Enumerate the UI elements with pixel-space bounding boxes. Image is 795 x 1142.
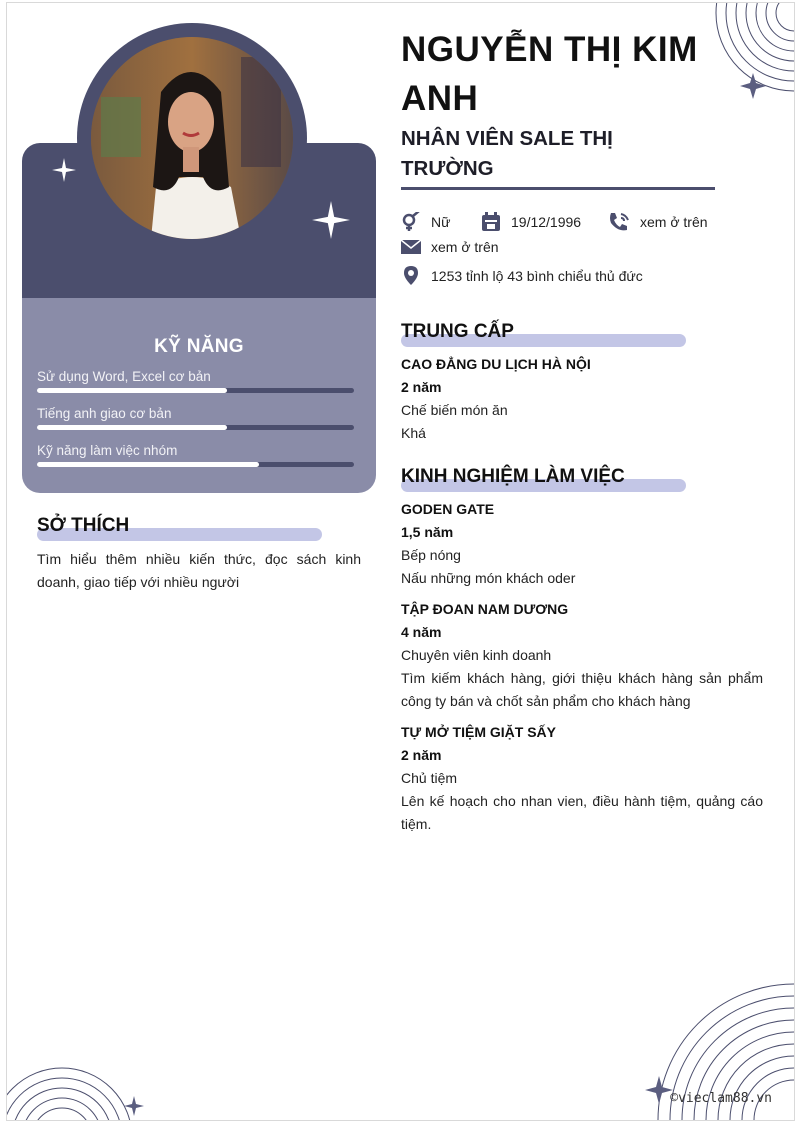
phone-info [608,212,708,232]
sparkle-icon [52,158,76,182]
skill-bar-fill [37,462,259,467]
watermark: ©vieclam88.vn [670,1091,772,1106]
rings-decoration-top-right [707,3,794,103]
hobbies-text: Tìm hiểu thêm nhiều kiến thức, đọc sách kinh doanh, giao tiếp với nhiều người [37,551,361,590]
hobbies-title: SỞ THÍCH [37,515,130,536]
calendar-icon [481,212,501,232]
birthday-info [481,212,581,232]
skill-item [37,369,354,393]
job-duration: 4 năm [401,624,442,640]
address-info [401,266,643,286]
skill-bar [37,425,354,430]
email-info [401,239,499,255]
school-name: CAO ĐẲNG DU LỊCH HÀ NỘI [401,356,591,372]
location-icon [401,266,421,286]
sparkle-icon [312,201,350,239]
skill-bar [37,388,354,393]
skill-bar-fill [37,425,227,430]
skill-label: Sử dụng Word, Excel cơ bản [37,369,211,384]
hobbies-heading [37,515,129,537]
skill-item [37,443,354,467]
education-grade: Khá [401,425,426,441]
experience-entry [401,598,763,713]
gender-value: Nữ [431,214,451,230]
education-title: TRUNG CẤP [401,321,514,342]
phone-value: xem ở trên [640,214,708,230]
gender-info [401,212,450,232]
skill-bar [37,462,354,467]
address-value: 1253 tỉnh lộ 43 bình chiểu thủ đức [431,268,643,284]
experience-heading [401,466,625,488]
birthday-value: 19/12/1996 [511,214,582,230]
email-value: xem ở trên [431,239,499,255]
skills-title: KỸ NĂNG [154,336,244,357]
job-title: NHÂN VIÊN SALE THỊ TRƯỜNG [401,127,613,180]
education-entry [401,353,763,445]
phone-icon [608,212,630,232]
job-description: Lên kế hoạch cho nhan vien, điều hành tiệm, quảng cáo tiệm. [401,793,763,832]
full-name: NGUYỄN THỊ KIM ANH [401,30,698,118]
experience-entry [401,721,763,836]
avatar [91,37,293,239]
job-position: Chủ tiệm [401,770,458,786]
job-duration: 1,5 năm [401,524,454,540]
cv-page [6,2,795,1121]
job-description: Tìm kiếm khách hàng, giới thiệu khách hàng sản phẩm công ty bán và chốt sản phẩm cho khách hàng [401,670,763,709]
mail-icon [401,239,421,255]
company-name: GODEN GATE [401,501,495,517]
skill-label: Tiếng anh giao cơ bản [37,406,172,421]
job-duration: 2 năm [401,747,442,763]
education-duration: 2 năm [401,379,442,395]
education-heading [401,321,514,343]
skill-bar-fill [37,388,227,393]
company-name: TỰ MỞ TIỆM GIẶT SẤY [401,724,556,740]
skill-label: Kỹ năng làm việc nhóm [37,443,178,458]
company-name: TẬP ĐOAN NAM DƯƠNG [401,601,569,617]
experience-title: KINH NGHIỆM LÀM VIỆC [401,466,625,487]
job-position: Bếp nóng [401,547,461,563]
skill-item [37,406,354,430]
education-major: Chế biến món ăn [401,402,508,418]
title-divider [401,187,715,190]
gender-icon [401,212,421,232]
experience-entry [401,498,763,590]
rings-decoration-bottom-left [7,1063,152,1120]
job-description: Nấu những món khách oder [401,570,576,586]
job-position: Chuyên viên kinh doanh [401,647,552,663]
